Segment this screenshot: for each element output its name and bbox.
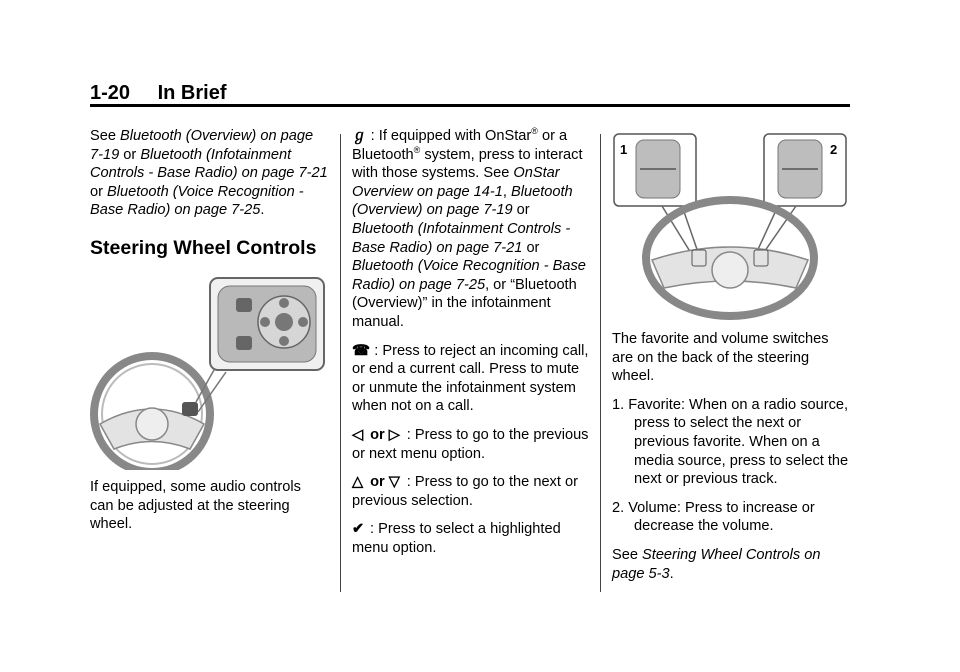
see-steering-paragraph: See Steering Wheel Controls on page 5-3. <box>612 546 821 582</box>
bluetooth-overview-link-2[interactable]: Bluetooth (Overview) on page 7-19 <box>352 183 573 219</box>
phone-voice-icon: ℊ <box>352 128 367 144</box>
callout-label-1: 1 <box>620 142 628 157</box>
column-2 <box>352 127 592 567</box>
onstar-paragraph: ℊ : If equipped with OnStar® or a Bluetooth® system, press to interact with those systems. See OnStar Overview on page 14-1, Bluetooth (Overview) on page 7-19 or Bluetooth (Infotainment Controls - Base Radio) on page 7-21 or Bluetooth (Voice Recognition - Base Radio) on page 7-25, or “Bluetooth (Overview)” in the infotainment manual. <box>352 126 586 330</box>
bluetooth-infotainment-link-2[interactable]: Bluetooth (Infotainment Controls - Base Radio) on page 7-21 <box>352 220 571 256</box>
column-3 <box>612 130 850 593</box>
bluetooth-voice-link[interactable]: Bluetooth (Voice Recognition - Base Radio) on page 7-25 <box>90 183 304 219</box>
checkmark-icon: ✔ <box>352 521 365 538</box>
list-item: 1. Favorite: When on a radio source, press to select the next or previous favorite. When on a media source, press to select the next or previous track. <box>612 396 849 488</box>
bluetooth-infotainment-link[interactable]: Bluetooth (Infotainment Controls - Base Radio) on page 7-21 <box>90 146 328 182</box>
onstar-overview-link[interactable]: OnStar Overview on page 14-1 <box>352 165 560 200</box>
steering-wheel-controls-link[interactable]: Steering Wheel Controls on page 5-3 <box>612 546 821 582</box>
up-down-paragraph: △ or ▽ : Press to go to the next or previous selection. <box>352 474 578 509</box>
switches-intro: The favorite and volume switches are on the back of the steering wheel. <box>612 331 829 385</box>
page-number: 1-20 <box>90 82 131 104</box>
end-call-icon: ☎ <box>352 342 371 359</box>
left-right-paragraph: ◁ or ▷ : Press to go to the previous or next menu option. <box>352 426 589 462</box>
switch-list <box>612 396 850 536</box>
page-header <box>90 82 249 105</box>
column-1 <box>90 127 328 544</box>
up-arrow-icon: △ <box>352 474 364 491</box>
list-item: 2. Volume: Press to increase or decrease the volume. <box>612 499 815 535</box>
figure-caption: If equipped, some audio controls can be adjusted at the steering wheel. <box>90 478 301 533</box>
section-title: In Brief <box>157 82 227 104</box>
see-bluetooth-paragraph: See Bluetooth (Overview) on page 7-19 or Bluetooth (Infotainment Controls - Base Radio) on page 7-21 or Bluetooth (Voice Recognition - Base Radio) on page 7-25. <box>90 128 328 219</box>
steering-wheel-controls-illustration <box>90 274 328 470</box>
right-arrow-icon: ▷ <box>388 426 400 443</box>
bluetooth-voice-link-2[interactable]: Bluetooth (Voice Recognition - Base Radio) on page 7-25 <box>352 258 586 293</box>
section-heading: Steering Wheel Controls <box>90 236 317 259</box>
left-arrow-icon: ◁ <box>352 426 364 443</box>
callout-label-2: 2 <box>830 142 838 157</box>
end-call-paragraph: ☎ : Press to reject an incoming call, or end a current call. Press to mute or unmute the infotainment system when not on a call. <box>352 342 589 415</box>
column-divider-2 <box>600 134 601 592</box>
header-rule <box>90 104 850 107</box>
bluetooth-overview-link[interactable]: Bluetooth (Overview) on page 7-19 <box>90 128 314 163</box>
steering-wheel-back-switches-illustration <box>612 130 850 322</box>
down-arrow-icon: ▽ <box>388 474 400 491</box>
select-paragraph: ✔ : Press to select a highlighted menu option. <box>352 521 561 556</box>
column-divider-1 <box>340 134 341 592</box>
